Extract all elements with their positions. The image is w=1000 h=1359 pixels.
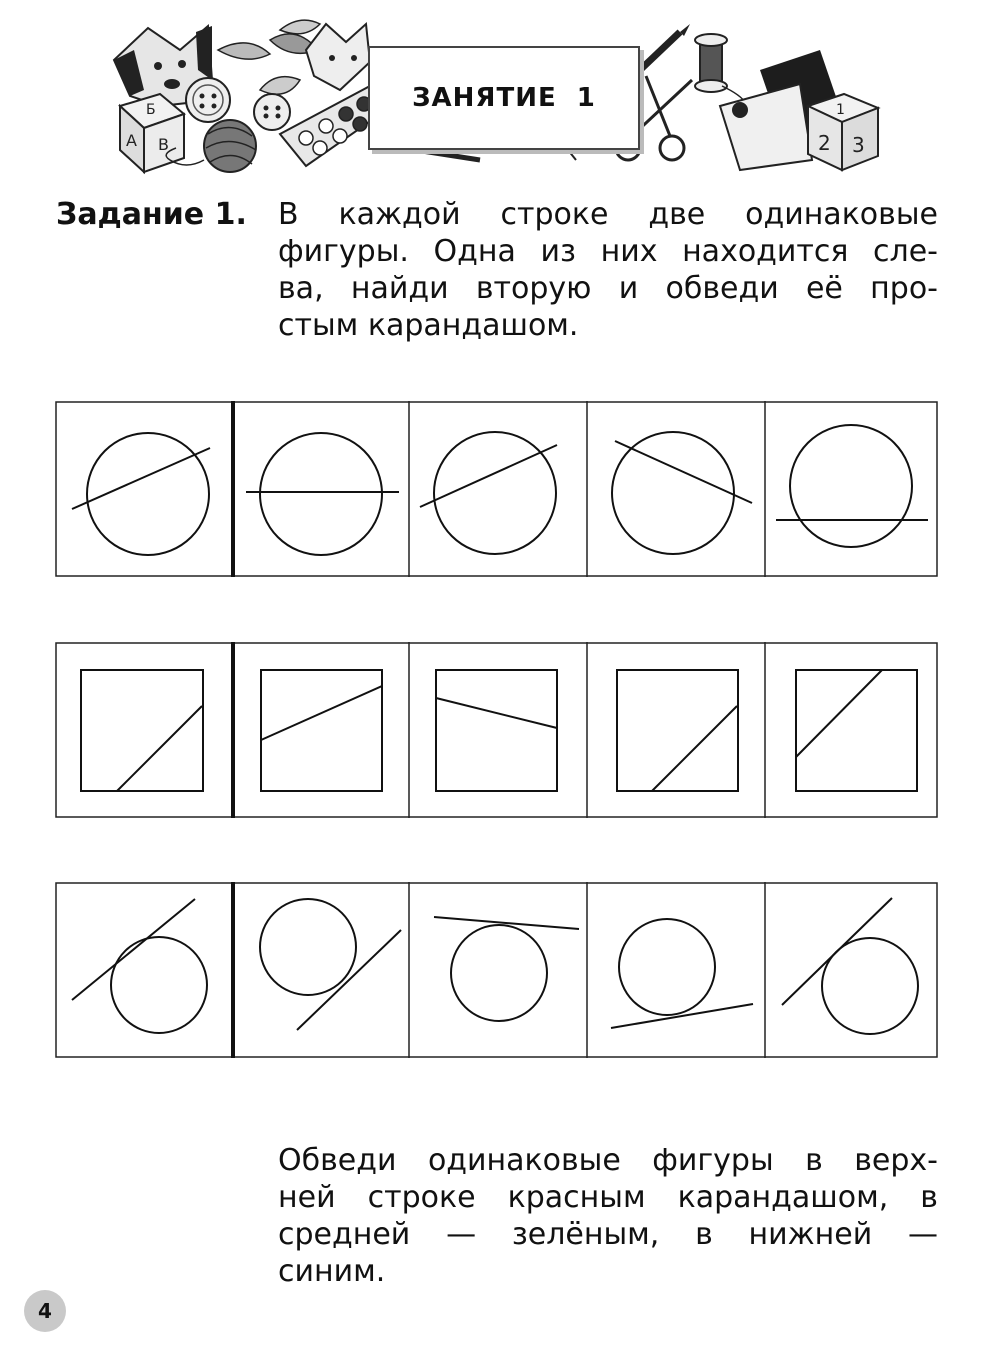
row-frame: [56, 402, 937, 576]
cube-letter-a: А: [126, 131, 137, 150]
task-label: Задание 1.: [56, 197, 247, 232]
figure-row-circles-with-tangent: [55, 882, 938, 1058]
lesson-title-box: [368, 46, 640, 150]
letter-cube-drawing: [120, 94, 184, 172]
figure-sample-circle-diagonal-line[interactable]: [72, 433, 210, 555]
pencil-drawing: [640, 24, 690, 70]
button-drawing: [186, 78, 230, 122]
second-button-drawing: [254, 94, 290, 130]
task-line: ва, найди вторую и обведи её про-: [278, 271, 938, 306]
figure-circle-bottom-line[interactable]: [776, 425, 928, 547]
instruction-line: Обведи одинаковые фигуры в верх-: [278, 1143, 938, 1178]
figure-square-diagonal[interactable]: [617, 670, 738, 791]
figure-square-rising-line[interactable]: [261, 670, 382, 791]
cube-letter-v: В: [158, 135, 169, 154]
instruction-text: [278, 1142, 938, 1290]
task-line: В каждой строке две одинаковые: [278, 197, 938, 232]
task-line: фигуры. Одна из них находится сле-: [278, 234, 938, 269]
figure-sample-square-diagonal[interactable]: [81, 670, 203, 791]
cube-digit-2: 2: [818, 131, 831, 155]
figure-circle-tangent-bottom[interactable]: [611, 919, 753, 1028]
figure-square-upper-diagonal[interactable]: [796, 670, 917, 791]
figure-circle-tangent-right[interactable]: [260, 899, 401, 1030]
row-frame: [56, 883, 937, 1057]
lesson-title: ЗАНЯТИЕ 1: [412, 83, 596, 113]
figure-sample-circle-tangent-left[interactable]: [72, 899, 207, 1033]
figure-circle-tangent-left[interactable]: [782, 898, 918, 1034]
instruction-line: синим.: [278, 1254, 386, 1289]
task-text: [278, 196, 938, 344]
leaves-drawing: [218, 20, 320, 94]
figure-circle-reverse-diagonal-line[interactable]: [612, 432, 752, 554]
page-number: 4: [38, 1299, 52, 1323]
figure-circle-diagonal-line[interactable]: [420, 432, 557, 554]
figure-row-squares-with-line: [55, 642, 938, 818]
number-cube-drawing: [808, 94, 878, 170]
figure-row-circles-with-line: [55, 401, 938, 577]
cube-letter-b: Б: [146, 102, 156, 118]
instruction-line: средней — зелёным, в нижней —: [278, 1217, 938, 1252]
cube-digit-1: 1: [836, 102, 845, 118]
task-line: стым карандашом.: [278, 308, 579, 343]
origami-cat-drawing: [306, 24, 370, 90]
page-number-badge: [24, 1290, 66, 1332]
figure-circle-horizontal-line[interactable]: [246, 433, 399, 555]
instruction-line: ней строке красным карандашом, в: [278, 1180, 938, 1215]
figure-circle-tangent-top[interactable]: [434, 917, 579, 1021]
cube-digit-3: 3: [852, 133, 865, 157]
figure-square-falling-line[interactable]: [436, 670, 557, 791]
